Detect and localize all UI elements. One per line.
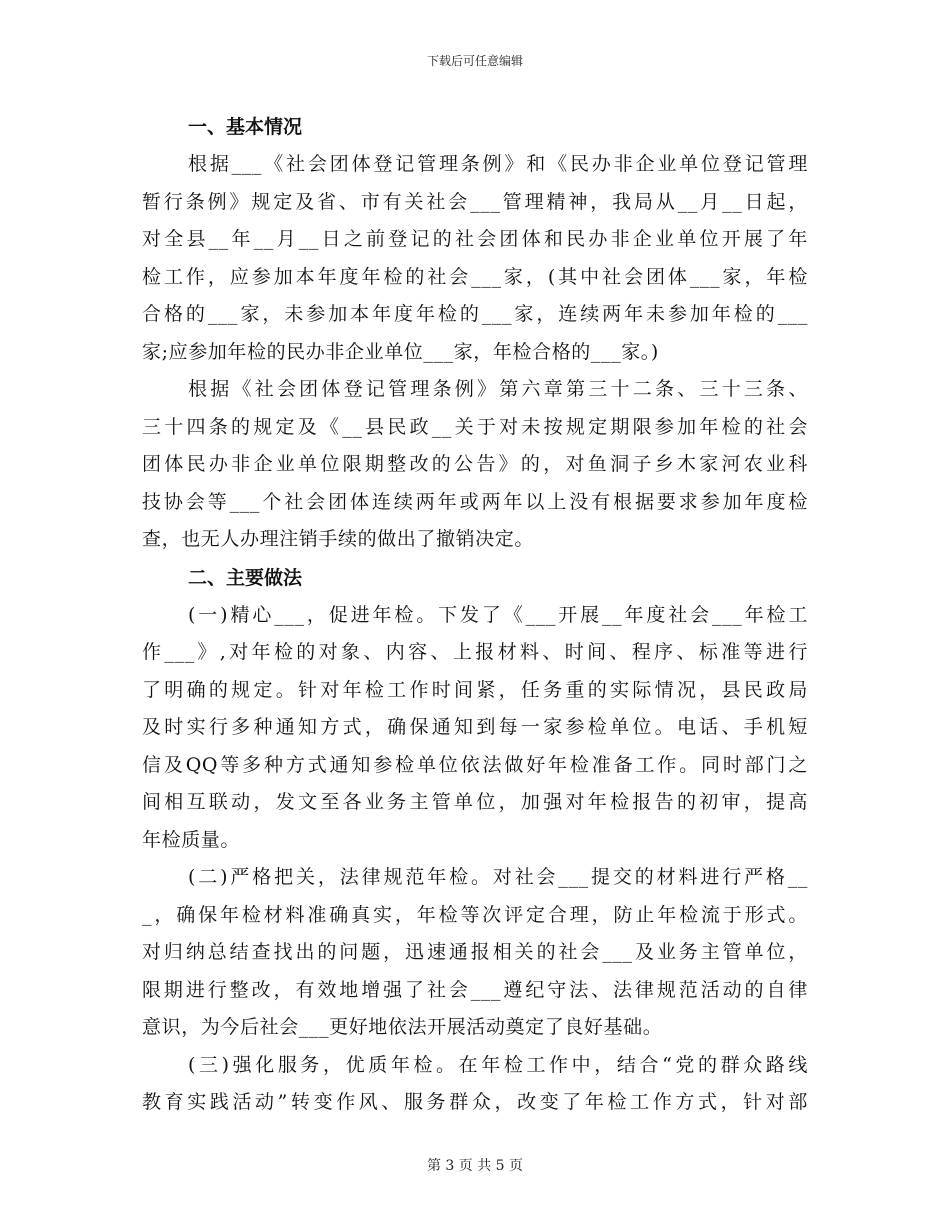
text-line: 间相互联动，发文至各业务主管单位，加强对年检报告的初审，提高 bbox=[142, 791, 808, 813]
text-line: (一)精心___，促进年检。下发了《___开展__年度社会___年检工 bbox=[188, 603, 808, 626]
page-header: 下载后可任意编辑 bbox=[426, 54, 523, 68]
text-line: 三十四条的规定及《__县民政__关于对未按规定期限参加年检的社会 bbox=[142, 415, 808, 438]
text-line: _，确保年检材料准确真实，年检等次评定合理，防止年检流于形式。 bbox=[142, 903, 808, 926]
text-line: 根据《社会团体登记管理条例》第六章第三十二条、三十三条、 bbox=[188, 378, 808, 400]
text-line: 家;应参加年检的民办非企业单位___家，年检合格的___家。) bbox=[142, 340, 659, 363]
text-line: 作___》,对年检的对象、内容、上报材料、时间、程序、标准等进行 bbox=[142, 641, 808, 663]
text-line: 教育实践活动”转变作风、服务群众，改变了年检工作方式，针对部 bbox=[142, 1091, 808, 1113]
text-line: 查，也无人办理注销手续的做出了撤销决定。 bbox=[142, 528, 535, 550]
paragraph-practice-1 bbox=[142, 597, 808, 860]
text-line: 意识，为今后社会___更好地依法开展活动奠定了良好基础。 bbox=[142, 1016, 663, 1038]
paragraph-basic-1 bbox=[142, 146, 808, 371]
document-body bbox=[142, 108, 808, 1122]
text-line: 暂行条例》规定及省、市有关社会___管理精神，我局从__月__日起， bbox=[142, 190, 808, 213]
section-heading-main-practices: 二、主要做法 bbox=[188, 566, 303, 589]
paragraph-practice-2 bbox=[142, 859, 808, 1047]
text-line: 年检质量。 bbox=[142, 828, 241, 851]
text-line: 技协会等___个社会团体连续两年或两年以上没有根据要求参加年度检 bbox=[142, 490, 808, 513]
text-line: 及时实行多种通知方式，确保通知到每一家参检单位。电话、手机短 bbox=[142, 716, 808, 738]
text-line: 了明确的规定。针对年检工作时间紧，任务重的实际情况，县民政局 bbox=[142, 678, 808, 701]
text-line: 团体民办非企业单位限期整改的公告》的，对鱼洞子乡木家河农业科 bbox=[142, 453, 808, 475]
text-line: 检工作，应参加本年度年检的社会___家，(其中社会团体___家，年检 bbox=[142, 265, 808, 288]
text-line: (三)强化服务，优质年检。在年检工作中，结合“党的群众路线 bbox=[188, 1053, 808, 1076]
text-line: 对全县__年__月__日之前登记的社会团体和民办非企业单位开展了年 bbox=[142, 228, 808, 250]
page-footer: 第 3 页 共 5 页 bbox=[426, 1158, 524, 1174]
text-line: 信及QQ等多种方式通知参检单位依法做好年检准备工作。同时部门之 bbox=[142, 753, 808, 776]
paragraph-basic-2 bbox=[142, 371, 808, 559]
text-line: 合格的___家，未参加本年度年检的___家，连续两年未参加年检的___ bbox=[142, 303, 808, 325]
text-line: 根据___《社会团体登记管理条例》和《民办非企业单位登记管理 bbox=[188, 153, 808, 175]
text-line: 对归纳总结查找出的问题，迅速通报相关的社会___及业务主管单位， bbox=[142, 941, 808, 963]
section-heading-basic-situation: 一、基本情况 bbox=[188, 116, 303, 138]
paragraph-practice-3 bbox=[142, 1047, 808, 1122]
text-line: 限期进行整改，有效地增强了社会___遵纪守法、法律规范活动的自律 bbox=[142, 978, 808, 1001]
text-line: (二)严格把关，法律规范年检。对社会___提交的材料进行严格__ bbox=[188, 866, 808, 888]
